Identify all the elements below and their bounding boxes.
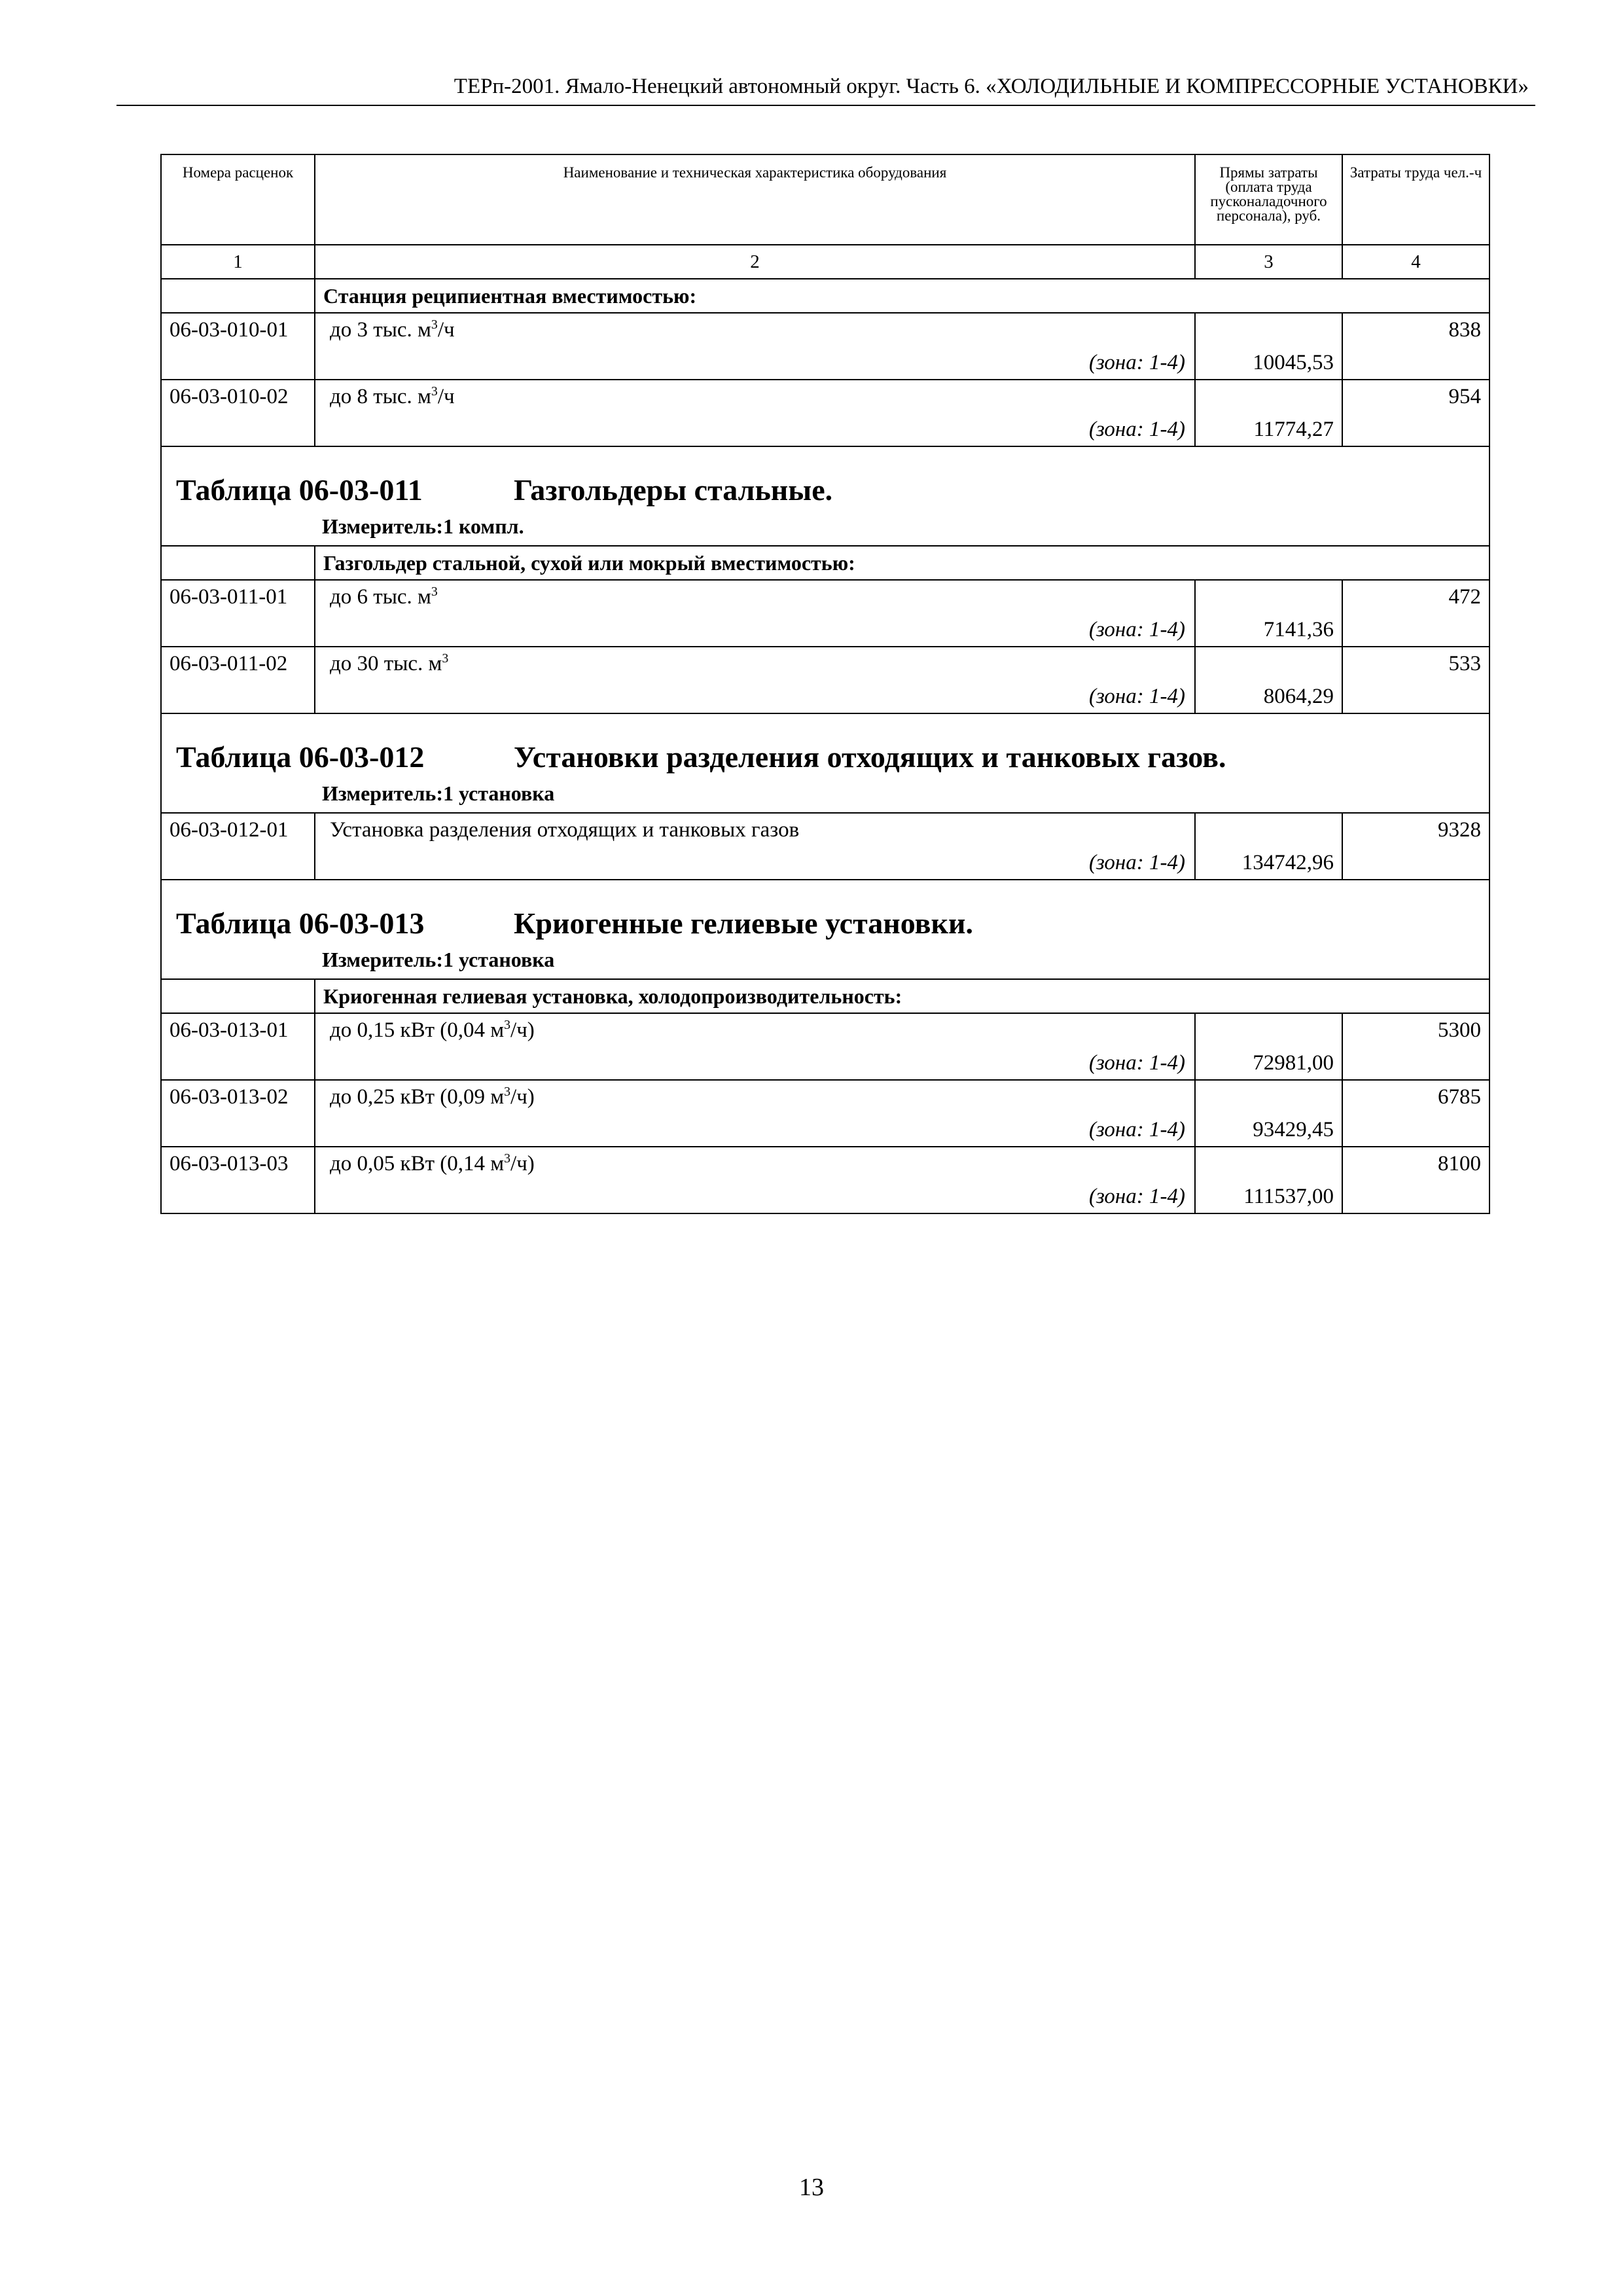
page-number: 13 [799, 2174, 824, 2201]
rate-name: до 0,25 кВт (0,09 $м^3/ч$) (зона: 1-4) [315, 1080, 1195, 1147]
table-name: Газгольдеры стальные. [514, 473, 833, 507]
measure-unit: Измеритель:1 компл. [322, 514, 524, 538]
rate-name: до 8 тыс. $м^3/ч$ (зона: 1-4) [315, 380, 1195, 446]
rate-name: до 0,05 кВт (0,14 $м^3/ч$) (зона: 1-4) [315, 1147, 1195, 1213]
rate-code: 06-03-010-02 [161, 380, 315, 446]
table-name: Установки разделения отходящих и танковых газов. [514, 740, 1226, 774]
col-number: 2 [315, 245, 1195, 279]
col-number: 4 [1342, 245, 1489, 279]
zone-label: (зона: 1-4) [1088, 851, 1185, 874]
group-heading: Станция реципиентная вместимостью: [315, 279, 1489, 313]
table-number: Таблица 06-03-012 [176, 740, 425, 774]
table-name: Криогенные гелиевые установки. [514, 906, 973, 940]
direct-cost: 134742,96 [1195, 813, 1342, 880]
direct-cost: 93429,45 [1195, 1080, 1342, 1147]
column-numbers-row [161, 245, 1489, 279]
rate-name: до 3 тыс. $м^3/ч$ (зона: 1-4) [315, 313, 1195, 380]
table-row [161, 313, 1489, 380]
table-row [161, 380, 1489, 446]
rate-code: 06-03-013-01 [161, 1013, 315, 1080]
rate-name: до 0,15 кВт (0,04 $м^3/ч$) (зона: 1-4) [315, 1013, 1195, 1080]
direct-cost: 11774,27 [1195, 380, 1342, 446]
labor-hours: 9328 [1342, 813, 1489, 880]
zone-label: (зона: 1-4) [1088, 1185, 1185, 1208]
rate-code: 06-03-011-02 [161, 647, 315, 713]
labor-hours: 838 [1342, 313, 1489, 380]
table-row [161, 580, 1489, 647]
table-row [161, 813, 1489, 880]
zone-label: (зона: 1-4) [1088, 351, 1185, 374]
direct-cost: 7141,36 [1195, 580, 1342, 647]
rate-code: 06-03-013-03 [161, 1147, 315, 1213]
labor-hours: 533 [1342, 647, 1489, 713]
direct-cost: 10045,53 [1195, 313, 1342, 380]
rate-code: 06-03-010-01 [161, 313, 315, 380]
table-row [161, 1147, 1489, 1213]
table-row [161, 1013, 1489, 1080]
labor-hours: 472 [1342, 580, 1489, 647]
group-heading-row [161, 979, 1489, 1013]
table-title-row [161, 880, 1489, 979]
direct-cost: 8064,29 [1195, 647, 1342, 713]
zone-label: (зона: 1-4) [1088, 685, 1185, 708]
col-header-codes: Номера расценок [161, 154, 315, 245]
measure-unit: Измеритель:1 установка [322, 948, 555, 971]
table-number: Таблица 06-03-013 [176, 906, 425, 940]
rate-code: 06-03-011-01 [161, 580, 315, 647]
running-header: ТЕРп-2001. Ямало-Ненецкий автономный округ. Часть 6. «ХОЛОДИЛЬНЫЕ И КОМПРЕССОРНЫЕ УСТАНОВКИ» [116, 73, 1535, 106]
rate-name: до 6 тыс. $м^3$ (зона: 1-4) [315, 580, 1195, 647]
col-header-labor: Затраты труда чел.-ч [1342, 154, 1489, 245]
rate-code: 06-03-012-01 [161, 813, 315, 880]
rate-code: 06-03-013-02 [161, 1080, 315, 1147]
measure-unit: Измеритель:1 установка [322, 781, 555, 805]
table-header-row [161, 154, 1489, 245]
zone-label: (зона: 1-4) [1088, 1118, 1185, 1141]
col-header-name: Наименование и техническая характеристика оборудования [315, 154, 1195, 245]
group-heading: Газгольдер стальной, сухой или мокрый вместимостью: [315, 546, 1489, 580]
group-heading-row [161, 546, 1489, 580]
table-number: Таблица 06-03-011 [176, 473, 423, 507]
labor-hours: 954 [1342, 380, 1489, 446]
zone-label: (зона: 1-4) [1088, 1051, 1185, 1075]
rate-name: Установка разделения отходящих и танковых газов (зона: 1-4) [315, 813, 1195, 880]
table-title-row [161, 446, 1489, 546]
rate-name: до 30 тыс. $м^3$ (зона: 1-4) [315, 647, 1195, 713]
direct-cost: 111537,00 [1195, 1147, 1342, 1213]
rates-table [160, 154, 1490, 1214]
col-header-cost: Прямы затраты (оплата труда пусконаладочного персонала), руб. [1195, 154, 1342, 245]
labor-hours: 5300 [1342, 1013, 1489, 1080]
col-number: 1 [161, 245, 315, 279]
table-title-row [161, 713, 1489, 813]
labor-hours: 8100 [1342, 1147, 1489, 1213]
table-row [161, 1080, 1489, 1147]
table-row [161, 647, 1489, 713]
labor-hours: 6785 [1342, 1080, 1489, 1147]
col-number: 3 [1195, 245, 1342, 279]
zone-label: (зона: 1-4) [1088, 618, 1185, 641]
zone-label: (зона: 1-4) [1088, 418, 1185, 441]
group-heading-row [161, 279, 1489, 313]
direct-cost: 72981,00 [1195, 1013, 1342, 1080]
group-heading: Криогенная гелиевая установка, холодопроизводительность: [315, 979, 1489, 1013]
